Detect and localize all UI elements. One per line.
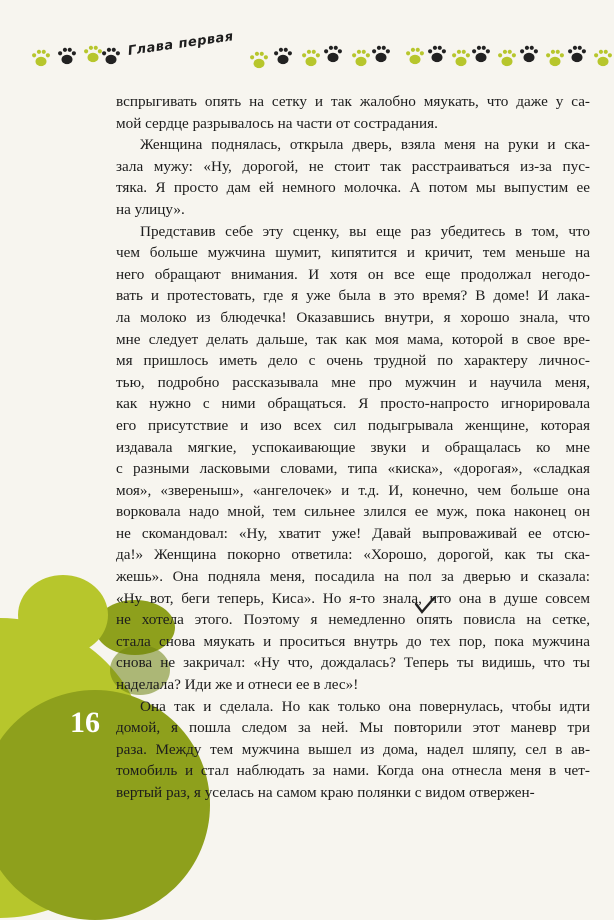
text-line: мя пришлось иметь дело с очень трудной по характеру личнос- [116,352,590,370]
text-line: «Ну вот, беги теперь, Киса». Но я-то знала, что она в душе совсем [116,589,590,607]
paw-print-icon [56,46,78,66]
text-line: Она так и сделала. Но как только она повернулась, чтобы идти [140,697,590,715]
paw-print-icon [544,48,566,68]
text-line: томобиль и стал наблюдать за нами. Когда она отнесла меня в чет- [116,762,590,780]
text-line: мой сердце разрывалось на части от сострадания. [116,114,438,132]
text-line: раза. Между тем мужчина вышел из дома, надел шляпу, сел в ав- [116,740,590,758]
paw-print-icon [30,48,52,68]
paw-print-icon [272,46,294,66]
body-text [116,91,590,804]
paw-print-icon [470,44,492,64]
text-line: снова не закричал: «Ну что, дождалась? Теперь ты видишь, что ты [116,654,590,672]
text-line: вать и протестовать, где я уже была в это время? В доме! И лака- [116,287,590,305]
chapter-header [0,30,614,85]
text-line: ла молоко из блюдечка! Оказавшись внутри, я хорошо знала, что [116,308,590,326]
paw-print-icon [426,44,448,64]
text-line: не хотела этого. Поэтому я немедленно опять повисла на сетке, [116,611,590,629]
paw-print-icon [404,46,426,66]
paw-print-icon [300,48,322,68]
text-line: жешь». Она подняла меня, посадила на пол за дверью и сказала: [116,568,590,586]
page-number: 16 [70,706,100,739]
blob-top [18,575,108,655]
paw-print-icon [248,50,270,70]
paw-print-icon [496,48,518,68]
text-line: Представив себе эту сценку, вы еще раз убедитесь в том, что [140,222,590,240]
text-line: ворковала надо мной, тем сильнее злился ее муж, пока наконец он [116,503,590,521]
text-line: Женщина поднялась, открыла дверь, взяла меня на руки и ска- [140,136,590,154]
text-line: зала мужу: «Ну, дорогой, не стоит так расстраиваться из-за пус- [116,157,590,175]
text-line: не скомандовал: «Ну, хватит уже! Давай выпроваживай ее отсю- [116,524,590,542]
paw-print-icon [370,44,392,64]
text-line: издавала мягкие, успокаивающие звуки и обращалась ко мне [116,438,590,456]
text-line: мне следует делать дальше, так как моя мама, которой в свое вре- [116,330,590,348]
paw-print-icon [100,46,122,66]
text-line: вспрыгивать опять на сетку и так жалобно мяукать, что даже у са- [116,93,590,110]
checkmark-icon [414,596,436,616]
paw-print-icon [350,48,372,68]
text-line: стала снова мяукать и проситься внутрь до тех пор, пока мужчина [116,632,590,650]
paw-print-icon [322,44,344,64]
text-line: с разными ласковыми словами, типа «киска», «дорогая», «сладкая [116,460,590,478]
text-line: на улицу». [116,200,185,218]
text-line: наделала? Иди же и отнеси ее в лес»! [116,676,359,694]
text-line: его присутствие и изо всех сил подыгрывала женщине, которая [116,416,590,434]
text-line: моя», «звереныш», «ангелочек» и т.д. И, конечно, чем больше она [116,481,590,499]
text-line: чем больше мужчина шумит, кипятится и кричит, тем меньше на [116,244,590,262]
paw-print-icon [518,44,540,64]
text-line: тью, подробно рассказывала мне про мужчин и научила меня, [116,373,590,391]
paw-print-icon [592,48,614,68]
text-line: вертый раз, я уселась на самом краю полянки с видом отвержен- [116,784,535,801]
text-line: него обращают внимания. И хотя он все еще продолжал негодо- [116,265,590,283]
text-line: домой, я пошла следом за ней. Мы повторили этот маневр три [116,719,590,737]
chapter-title: Глава первая [126,29,235,59]
paw-print-icon [566,44,588,64]
text-line: да!» Женщина покорно ответила: «Хорошо, дорогой, как ты ска- [116,546,590,564]
text-line: как нужно с ними обращаться. Я просто-напросто игнорировала [116,395,590,413]
paw-print-icon [450,48,472,68]
text-line: тяка. Я просто дам ей немного молочка. А потом мы выпустим ее [116,179,590,197]
